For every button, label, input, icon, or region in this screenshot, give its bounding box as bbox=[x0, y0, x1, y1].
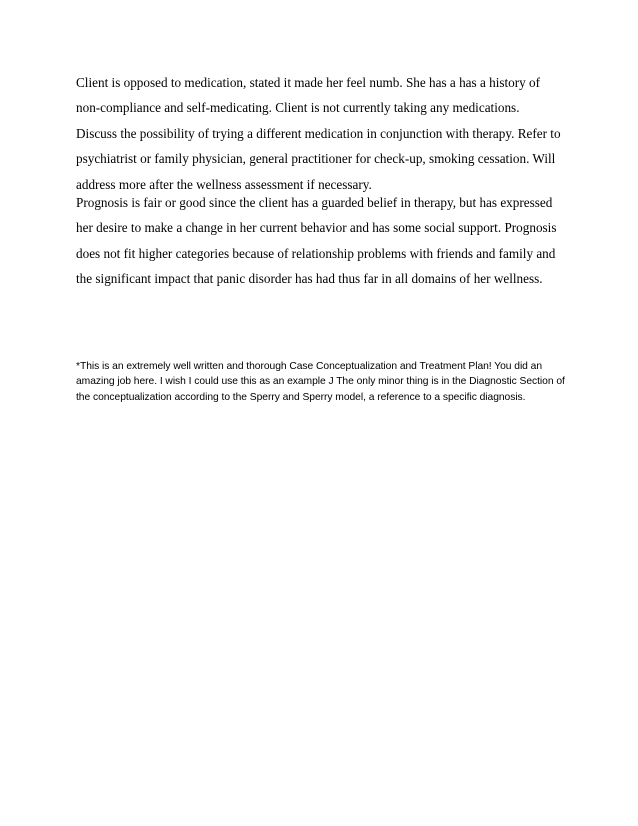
instructor-comment: *This is an extremely well written and thorough Case Conceptualization and Treatment Plan! You did an amazing job here. I wish I could use this as an example J The only minor thing is in the Diagnostic Section of the conceptualization according to the Sperry and Sperry model, a reference to a specific diagnosis. bbox=[76, 361, 565, 403]
medication-paragraph: Client is opposed to medication, stated it made her feel numb. She has a has a history of non-compliance and self-medicating. Client is not currently taking any medications. Discuss the possibility of trying a different medication in conjunction with therapy. Refer to psychiatrist or family physician, general practitioner for check-up, smoking cessation. Will address more after the wellness assessment if necessary. bbox=[76, 75, 561, 192]
prognosis-paragraph: Prognosis is fair or good since the client has a guarded belief in therapy, but has expressed her desire to make a change in her current behavior and has some social support. Prognosis does not fit higher categories because of relationship problems with friends and family and the significant impact that panic disorder has had thus far in all domains of her wellness. bbox=[76, 195, 557, 287]
